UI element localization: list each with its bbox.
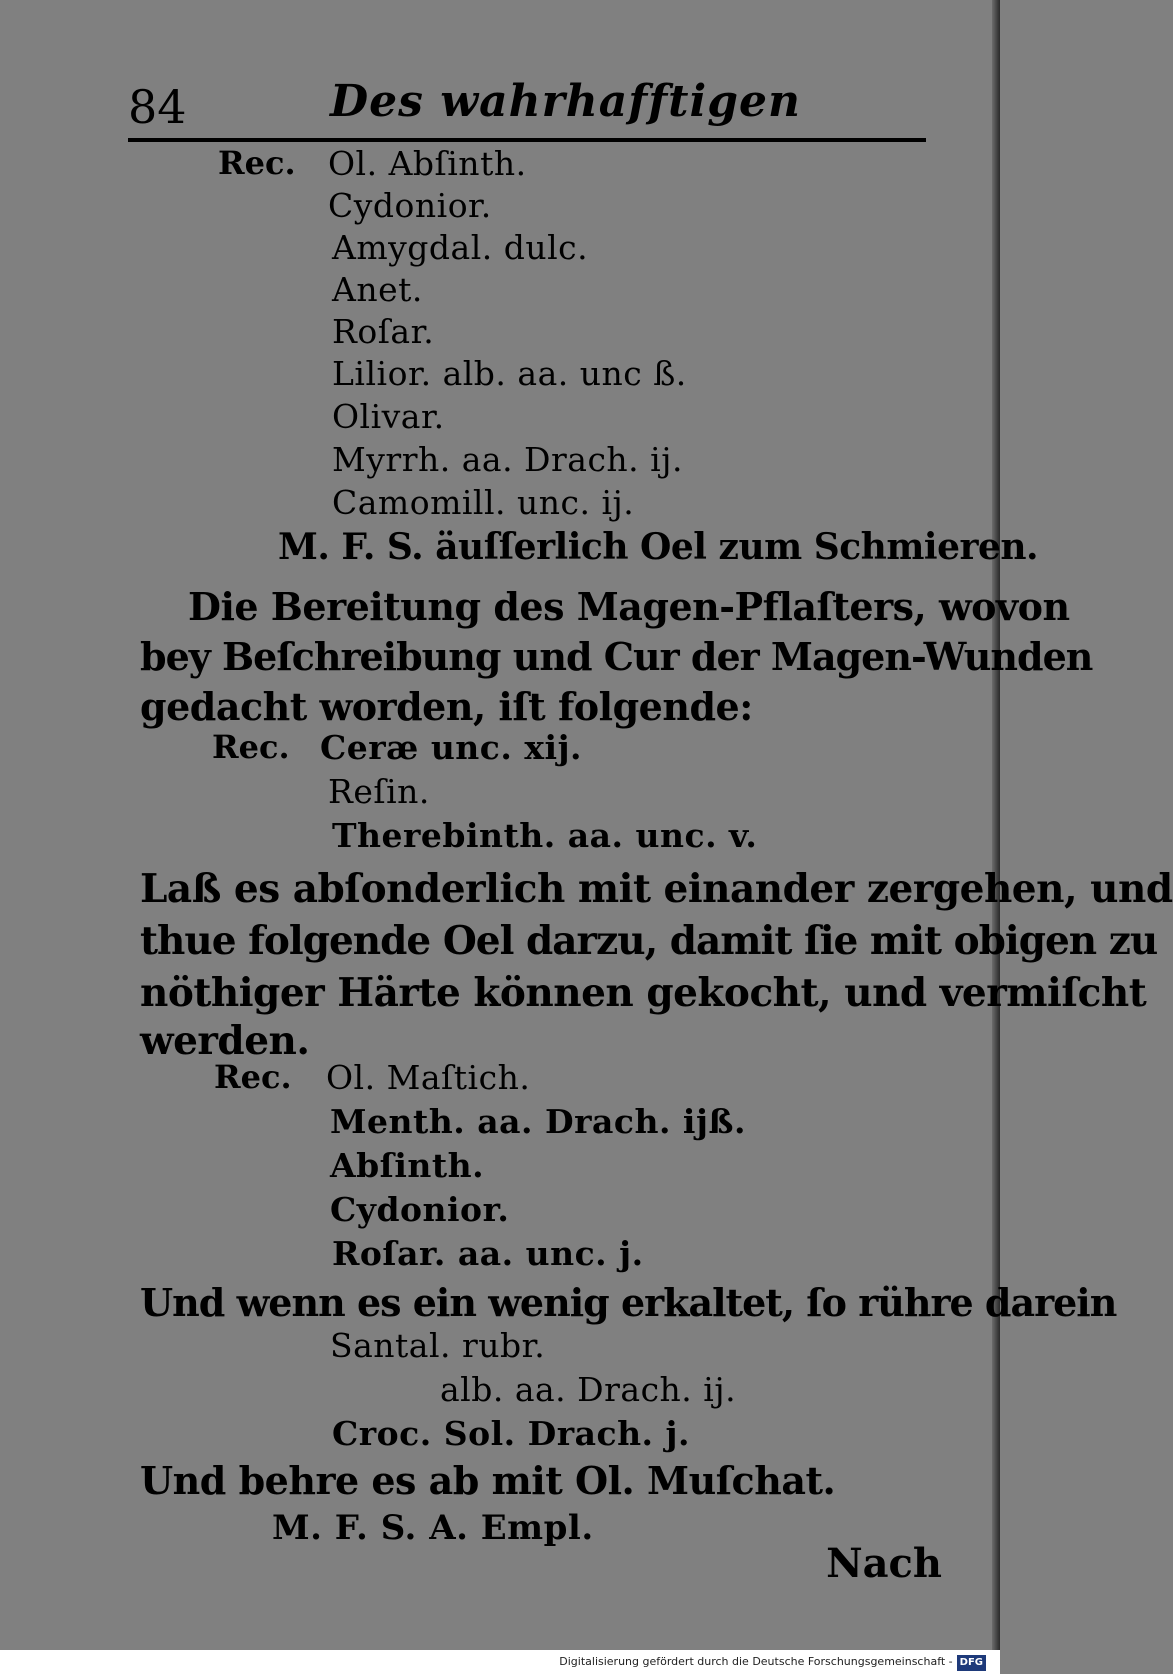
text-line: Ceræ unc. xij. [320, 728, 583, 767]
text-line: Myrrh. aa. Drach. ij. [332, 440, 683, 479]
text-line: M. F. S. äuſſerlich Oel zum Schmieren. [278, 526, 1039, 568]
text-line: bey Beſchreibung und Cur der Magen-Wunden [140, 634, 1093, 679]
rec-label: Rec. [218, 144, 296, 182]
page-number: 84 [128, 80, 187, 134]
rec-label: Rec. [214, 1058, 292, 1096]
text-line: Cydonior. [330, 1190, 510, 1229]
text-line: nöthiger Härte können gekocht, und vermiſcht [140, 970, 1147, 1016]
running-title: Des wahrhafftigen [330, 76, 801, 127]
text-line: Roſar. aa. unc. j. [332, 1234, 644, 1273]
text-line: Ol. Abſinth. [328, 144, 527, 183]
text-line: Santal. rubr. [330, 1326, 546, 1365]
footer-text: Digitalisierung gefördert durch die Deutsche Forschungsgemeinschaft - [559, 1655, 953, 1668]
text-line: Und behre es ab mit Ol. Muſchat. [140, 1458, 836, 1503]
text-line: Reſin. [328, 772, 430, 811]
text-line: Anet. [332, 270, 423, 309]
text-line: thue folgende Oel darzu, damit ſie mit obigen zu [140, 918, 1158, 964]
dfg-logo: DFG [957, 1655, 986, 1671]
scan-edge [992, 0, 1000, 1650]
text-line: Camomill. unc. ij. [332, 483, 635, 522]
text-line: Olivar. [332, 397, 445, 436]
text-line: Amygdal. dulc. [332, 228, 589, 267]
text-line: Lilior. alb. aa. unc ß. [332, 354, 687, 393]
rec-label: Rec. [212, 728, 290, 766]
text-line: Die Bereitung des Magen-Pflaſters, wovon [188, 584, 1070, 629]
text-line: alb. aa. Drach. ij. [440, 1370, 737, 1409]
text-line: werden. [140, 1018, 310, 1064]
header-rule [128, 138, 926, 142]
text-line: Therebinth. aa. unc. v. [332, 816, 758, 855]
text-line: Und wenn es ein wenig erkaltet, ſo rühre darein [140, 1280, 1117, 1325]
catchword: Nach [826, 1540, 942, 1587]
text-line: Croc. Sol. Drach. j. [332, 1414, 690, 1453]
digitization-footer [0, 1650, 1000, 1674]
text-line: Ol. Maſtich. [326, 1058, 531, 1097]
text-line: Abſinth. [330, 1146, 485, 1185]
text-line: Cydonior. [328, 186, 492, 225]
text-line: Laß es abſonderlich mit einander zergehen, und [140, 866, 1173, 912]
text-line: gedacht worden, iſt folgende: [140, 684, 753, 729]
text-line: Menth. aa. Drach. ijß. [330, 1102, 746, 1141]
text-line: Roſar. [332, 312, 435, 351]
text-line: M. F. S. A. Empl. [272, 1508, 594, 1548]
